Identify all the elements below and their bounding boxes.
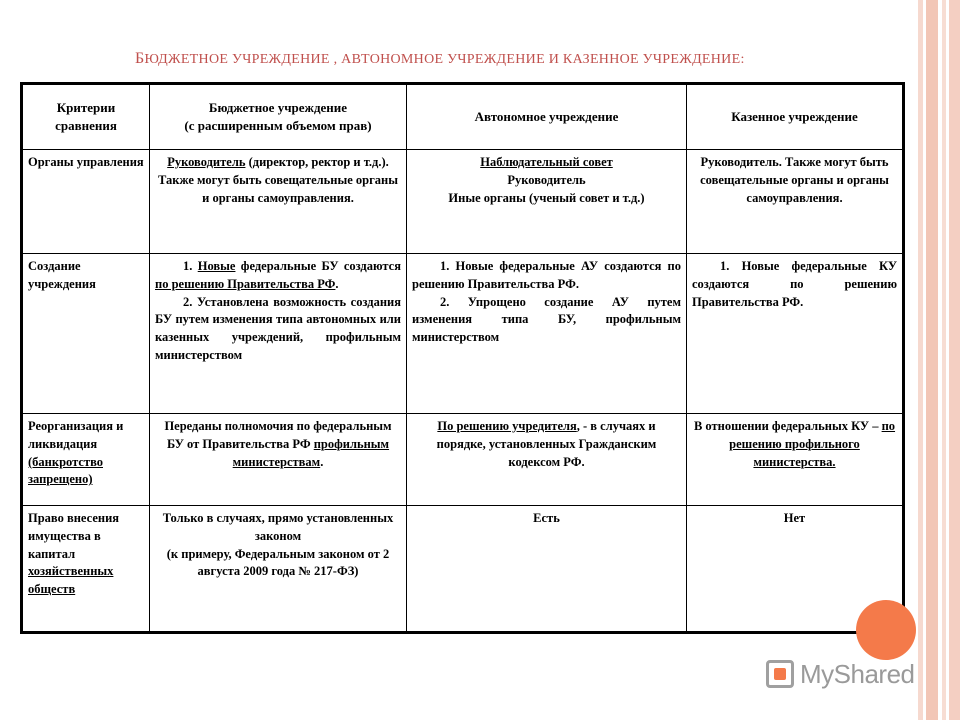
cell-autonomous-management [407, 150, 687, 254]
property-label [28, 510, 144, 599]
label-text: Право внесения имущества в капитал [28, 511, 120, 561]
stripe [949, 0, 960, 720]
state-creation-p1: 1. Новые федеральные КУ создаются по решению Правительства РФ. [692, 259, 897, 309]
budget-reorg-text [155, 418, 401, 471]
state-reorg-text [692, 418, 897, 471]
row-label-creation: Создание учреждения [22, 254, 150, 414]
autonomous-reorg-text [412, 418, 681, 471]
cell-state-reorganization [687, 414, 904, 506]
end-text: . [335, 276, 339, 291]
gov-decision-underlined: по решению Правительства РФ [155, 276, 336, 291]
decorative-stripes [918, 0, 960, 720]
row-label-reorganization [22, 414, 150, 506]
title-first-letter: Б [135, 50, 145, 67]
autonomous-other: Иные органы (ученый совет и т.д.) [448, 190, 645, 205]
autonomous-creation-p1: 1. Новые федеральные АУ создаются по решению Правительства РФ. [412, 259, 681, 291]
table-row [22, 254, 904, 414]
table-header-row [22, 84, 904, 150]
autonomous-head: Руководитель [507, 172, 586, 187]
header-budget [150, 84, 407, 150]
budget-head-rest: (директор, ректор и т.д.). [245, 155, 389, 169]
title-rest: ЮДЖЕТНОЕ УЧРЕЖДЕНИЕ , АВТОНОМНОЕ УЧРЕЖДЕНИЕ И КАЗЕННОЕ УЧРЕЖДЕНИЕ: [144, 52, 745, 67]
cell-state-property: Нет [687, 506, 904, 633]
logo-text: MyShared [800, 658, 915, 689]
num: 1. [183, 259, 198, 273]
pre-text: В отношении федеральных КУ – [693, 419, 882, 433]
cell-autonomous-reorganization [407, 414, 687, 506]
cell-autonomous-creation [407, 254, 687, 414]
cell-budget-reorganization [150, 414, 407, 506]
budget-creation-p1 [155, 258, 401, 294]
header-autonomous: Автономное учреждение [407, 84, 687, 150]
budget-management-more: Также могут быть совещательные органы и органы самоуправления. [157, 172, 399, 205]
ministries-underlined: профильным министерствам [232, 436, 390, 469]
table-row [22, 414, 904, 506]
budget-management-text [155, 154, 401, 172]
header-budget-note: (с расширенным объемом прав) [184, 118, 372, 133]
table-row [22, 506, 904, 633]
mid-text: федеральные БУ создаются [235, 259, 401, 273]
cell-state-management: Руководитель. Также могут быть совещательные органы и органы самоуправления. [687, 150, 904, 254]
header-state: Казенное учреждение [687, 84, 904, 150]
stripe [918, 0, 923, 720]
cell-budget-management [150, 150, 407, 254]
stripe [942, 0, 946, 720]
cell-autonomous-property: Есть [407, 506, 687, 633]
header-budget-name: Бюджетное учреждение [208, 99, 348, 115]
reorg-label: Реорганизация и ликвидация [28, 419, 124, 451]
stripe [926, 0, 938, 720]
rest-text: , - в случаях и порядке, установленных Гражданским кодексом РФ. [436, 419, 657, 469]
cell-budget-creation [150, 254, 407, 414]
row-label-management: Органы управления [22, 150, 150, 254]
companies-underlined: хозяйственных обществ [28, 564, 114, 596]
slide-title [135, 50, 745, 68]
budget-property-l1: Только в случаях, прямо установленных законом [162, 511, 394, 543]
budget-creation-p2: 2. Установлена возможность создания БУ путем изменения типа автономных или казенных учреждений, профильным министерством [155, 294, 401, 362]
watermark-logo [766, 656, 915, 692]
budget-head-underlined: Руководитель [167, 155, 246, 169]
table-row [22, 150, 904, 254]
new-underlined: Новые [197, 259, 236, 273]
budget-property-l2: (к примеру, Федеральным законом от 2 августа 2009 года № 217-ФЗ) [166, 546, 390, 579]
row-label-property [22, 506, 150, 633]
cell-state-creation [687, 254, 904, 414]
header-criteria: Критерии сравнения [22, 84, 150, 150]
bankruptcy-note: (банкротство запрещено) [28, 454, 103, 487]
end-text: . [320, 454, 324, 469]
logo-icon [766, 660, 794, 688]
autonomous-board: Наблюдательный совет [480, 155, 613, 169]
founder-underlined: По решению учредителя [437, 419, 577, 433]
cell-budget-property [150, 506, 407, 633]
autonomous-creation-p2: 2. Упрощено создание АУ путем изменения типа БУ, профильным министерством [412, 294, 681, 344]
decorative-circle [856, 600, 916, 660]
ministry-underlined: по решению профильного министерства. [729, 419, 896, 469]
pre-text: Переданы полномочия по федеральным БУ от Правительства РФ [164, 419, 392, 451]
comparison-table [20, 82, 905, 634]
